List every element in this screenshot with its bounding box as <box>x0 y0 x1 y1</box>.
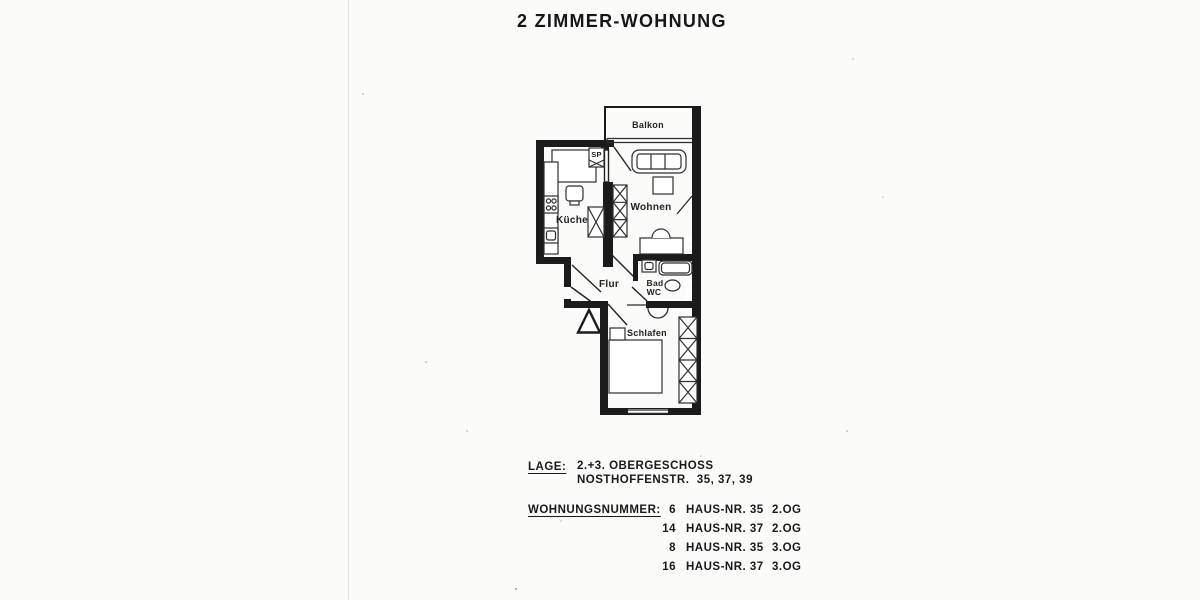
sideboard <box>640 238 683 254</box>
apartment-number: 6 <box>669 504 676 516</box>
kitchen-sink-basin <box>547 231 556 240</box>
wohnungsnummer-label: WOHNUNGSNUMMER: <box>528 504 661 516</box>
kitchen-chair-base <box>570 201 579 205</box>
left-outer-wall <box>536 140 544 264</box>
stove-burner <box>546 199 550 203</box>
floor-level: 3.OG <box>772 542 802 554</box>
kitchen-top-wall <box>536 140 614 147</box>
room-label-balkon: Balkon <box>632 120 664 130</box>
room-label-sp: SP <box>591 150 602 159</box>
door-swing-arc <box>648 308 668 318</box>
coffee-table <box>653 177 673 194</box>
house-number: HAUS-NR. 37 <box>686 561 764 573</box>
living-door-swing <box>611 254 636 279</box>
bedroom-left-wall <box>600 301 608 415</box>
kitchen-chair <box>566 186 583 201</box>
apartment-number: 14 <box>662 523 676 535</box>
pillow <box>610 328 625 340</box>
lage-label: LAGE: <box>528 461 567 473</box>
toilet-bowl <box>645 263 653 270</box>
house-number: HAUS-NR. 35 <box>686 542 764 554</box>
bathtub-inner <box>662 263 690 273</box>
sofa-cushions <box>637 154 681 169</box>
bedroom-door-swing <box>608 304 627 325</box>
house-number: HAUS-NR. 35 <box>686 504 764 516</box>
bath-bottom-wall <box>646 301 693 308</box>
balcony-right-wall <box>692 106 701 143</box>
wash-basin <box>665 280 680 291</box>
balcony-top-wall <box>604 106 701 108</box>
room-label-kueche: Küche <box>555 215 589 226</box>
balcony-left-wall <box>604 106 606 143</box>
wohnungsnummer-table <box>660 504 801 574</box>
lage-street-line: NOSTHOFFENSTR. 35, 37, 39 <box>577 474 753 486</box>
niche-wall <box>677 196 692 214</box>
door-leaf <box>605 150 609 182</box>
balcony-door-swing <box>614 147 631 171</box>
chair <box>652 229 670 238</box>
stove-burner <box>546 206 550 210</box>
stove-burner <box>552 206 556 210</box>
room-label-bad: Bad <box>646 278 664 288</box>
apartment-number: 16 <box>662 561 676 573</box>
entry-door-swing <box>571 287 593 303</box>
apartment-number: 8 <box>669 542 676 554</box>
room-label-wc: WC <box>646 287 662 297</box>
page-title: 2 ZIMMER-WOHNUNG <box>517 11 727 31</box>
bed <box>609 340 662 393</box>
stove <box>544 196 558 213</box>
lage-floor-line: 2.+3. OBERGESCHOSS <box>577 460 714 472</box>
floor-level: 2.OG <box>772 523 802 535</box>
north-arrow-icon <box>578 310 600 333</box>
floor-level: 3.OG <box>772 561 802 573</box>
room-label-flur: Flur <box>598 279 620 290</box>
floor-level: 2.OG <box>772 504 802 516</box>
kitchen-door-swing <box>572 265 601 292</box>
house-number: HAUS-NR. 37 <box>686 523 764 535</box>
room-label-wohnen: Wohnen <box>630 202 672 213</box>
bath-door-swing <box>632 287 647 301</box>
stove-burner <box>552 199 556 203</box>
entry-wall <box>564 257 571 287</box>
room-label-schlafen: Schlafen <box>627 328 667 338</box>
